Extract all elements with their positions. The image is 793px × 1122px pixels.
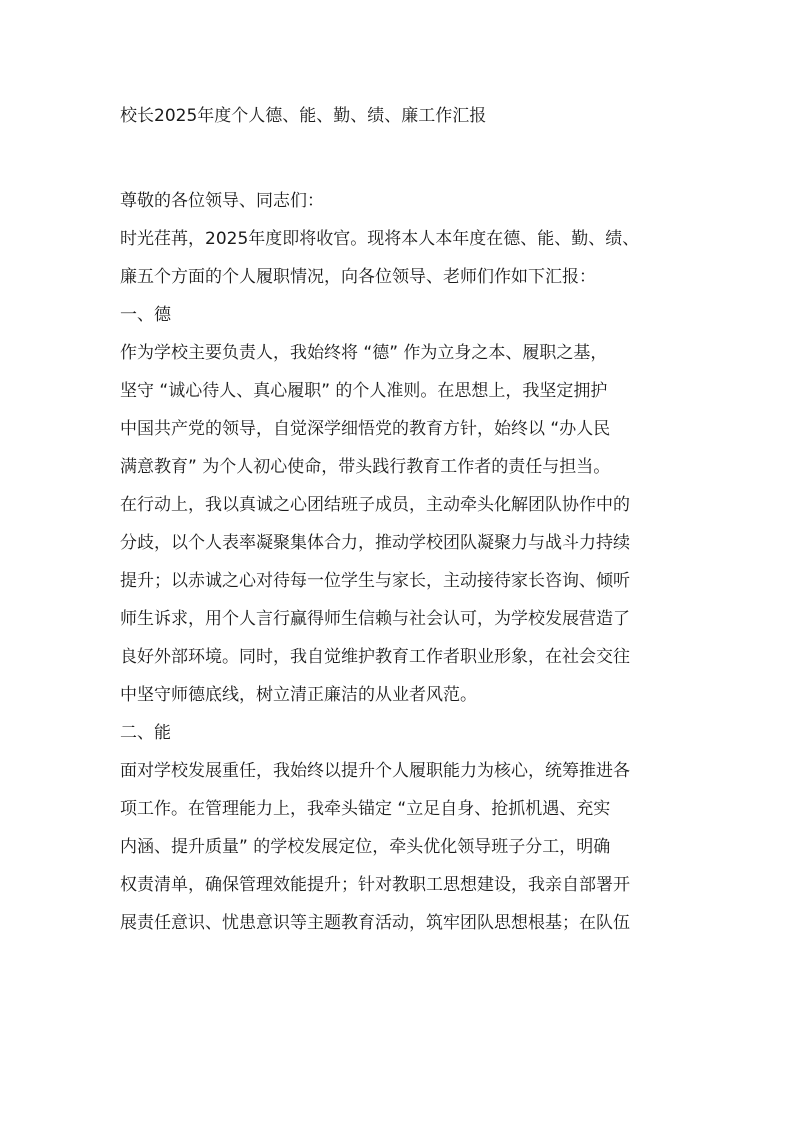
paragraph-line: 时光荏苒，2025年度即将收官。现将本人本年度在德、能、勤、绩、 [120,229,640,249]
paragraph-line: 作为学校主要负责人，我始终将 “德” 作为立身之本、履职之基， [120,343,608,363]
paragraph-line: 权责清单，确保管理效能提升；针对教职工思想建设，我亲自部署开 [120,875,630,895]
paragraph-line: 坚守 “诚心待人、真心履职” 的个人准则。在思想上，我坚定拥护 [120,381,608,401]
paragraph-line: 内涵、提升质量” 的学校发展定位，牵头优化领导班子分工，明确 [120,837,611,857]
paragraph-line: 廉五个方面的个人履职情况，向各位领导、老师们作如下汇报： [120,267,596,287]
paragraph-line: 中坚守师德底线，树立清正廉洁的从业者风范。 [120,685,477,705]
paragraph-line: 项工作。在管理能力上，我牵头锚定 “立足自身、抢抓机遇、充实 [120,799,611,819]
paragraph-line: 提升；以赤诚之心对待每一位学生与家长，主动接待家长咨询、倾听 [120,571,630,591]
greeting-line: 尊敬的各位领导、同志们： [120,191,324,211]
paragraph-line: 在行动上，我以真诚之心团结班子成员，主动牵头化解团队协作中的 [120,495,630,515]
paragraph-line: 面对学校发展重任，我始终以提升个人履职能力为核心，统筹推进各 [120,761,630,781]
section-heading-de: 一、德 [120,305,171,325]
paragraph-line: 师生诉求，用个人言行赢得师生信赖与社会认可，为学校发展营造了 [120,609,630,629]
paragraph-line: 分歧，以个人表率凝聚集体合力，推动学校团队凝聚力与战斗力持续 [120,533,630,553]
section-heading-neng: 二、能 [120,723,171,743]
document-body [120,182,680,942]
document-title: 校长2025年度个人德、能、勤、绩、廉工作汇报 [120,106,487,126]
paragraph-line: 展责任意识、忧患意识等主题教育活动，筑牢团队思想根基；在队伍 [120,913,630,933]
paragraph-line: 中国共产党的领导，自觉深学细悟党的教育方针，始终以 “办人民 [120,419,611,439]
paragraph-line: 良好外部环境。同时，我自觉维护教育工作者职业形象，在社会交往 [120,647,630,667]
paragraph-line: 满意教育” 为个人初心使命，带头践行教育工作者的责任与担当。 [120,457,611,477]
